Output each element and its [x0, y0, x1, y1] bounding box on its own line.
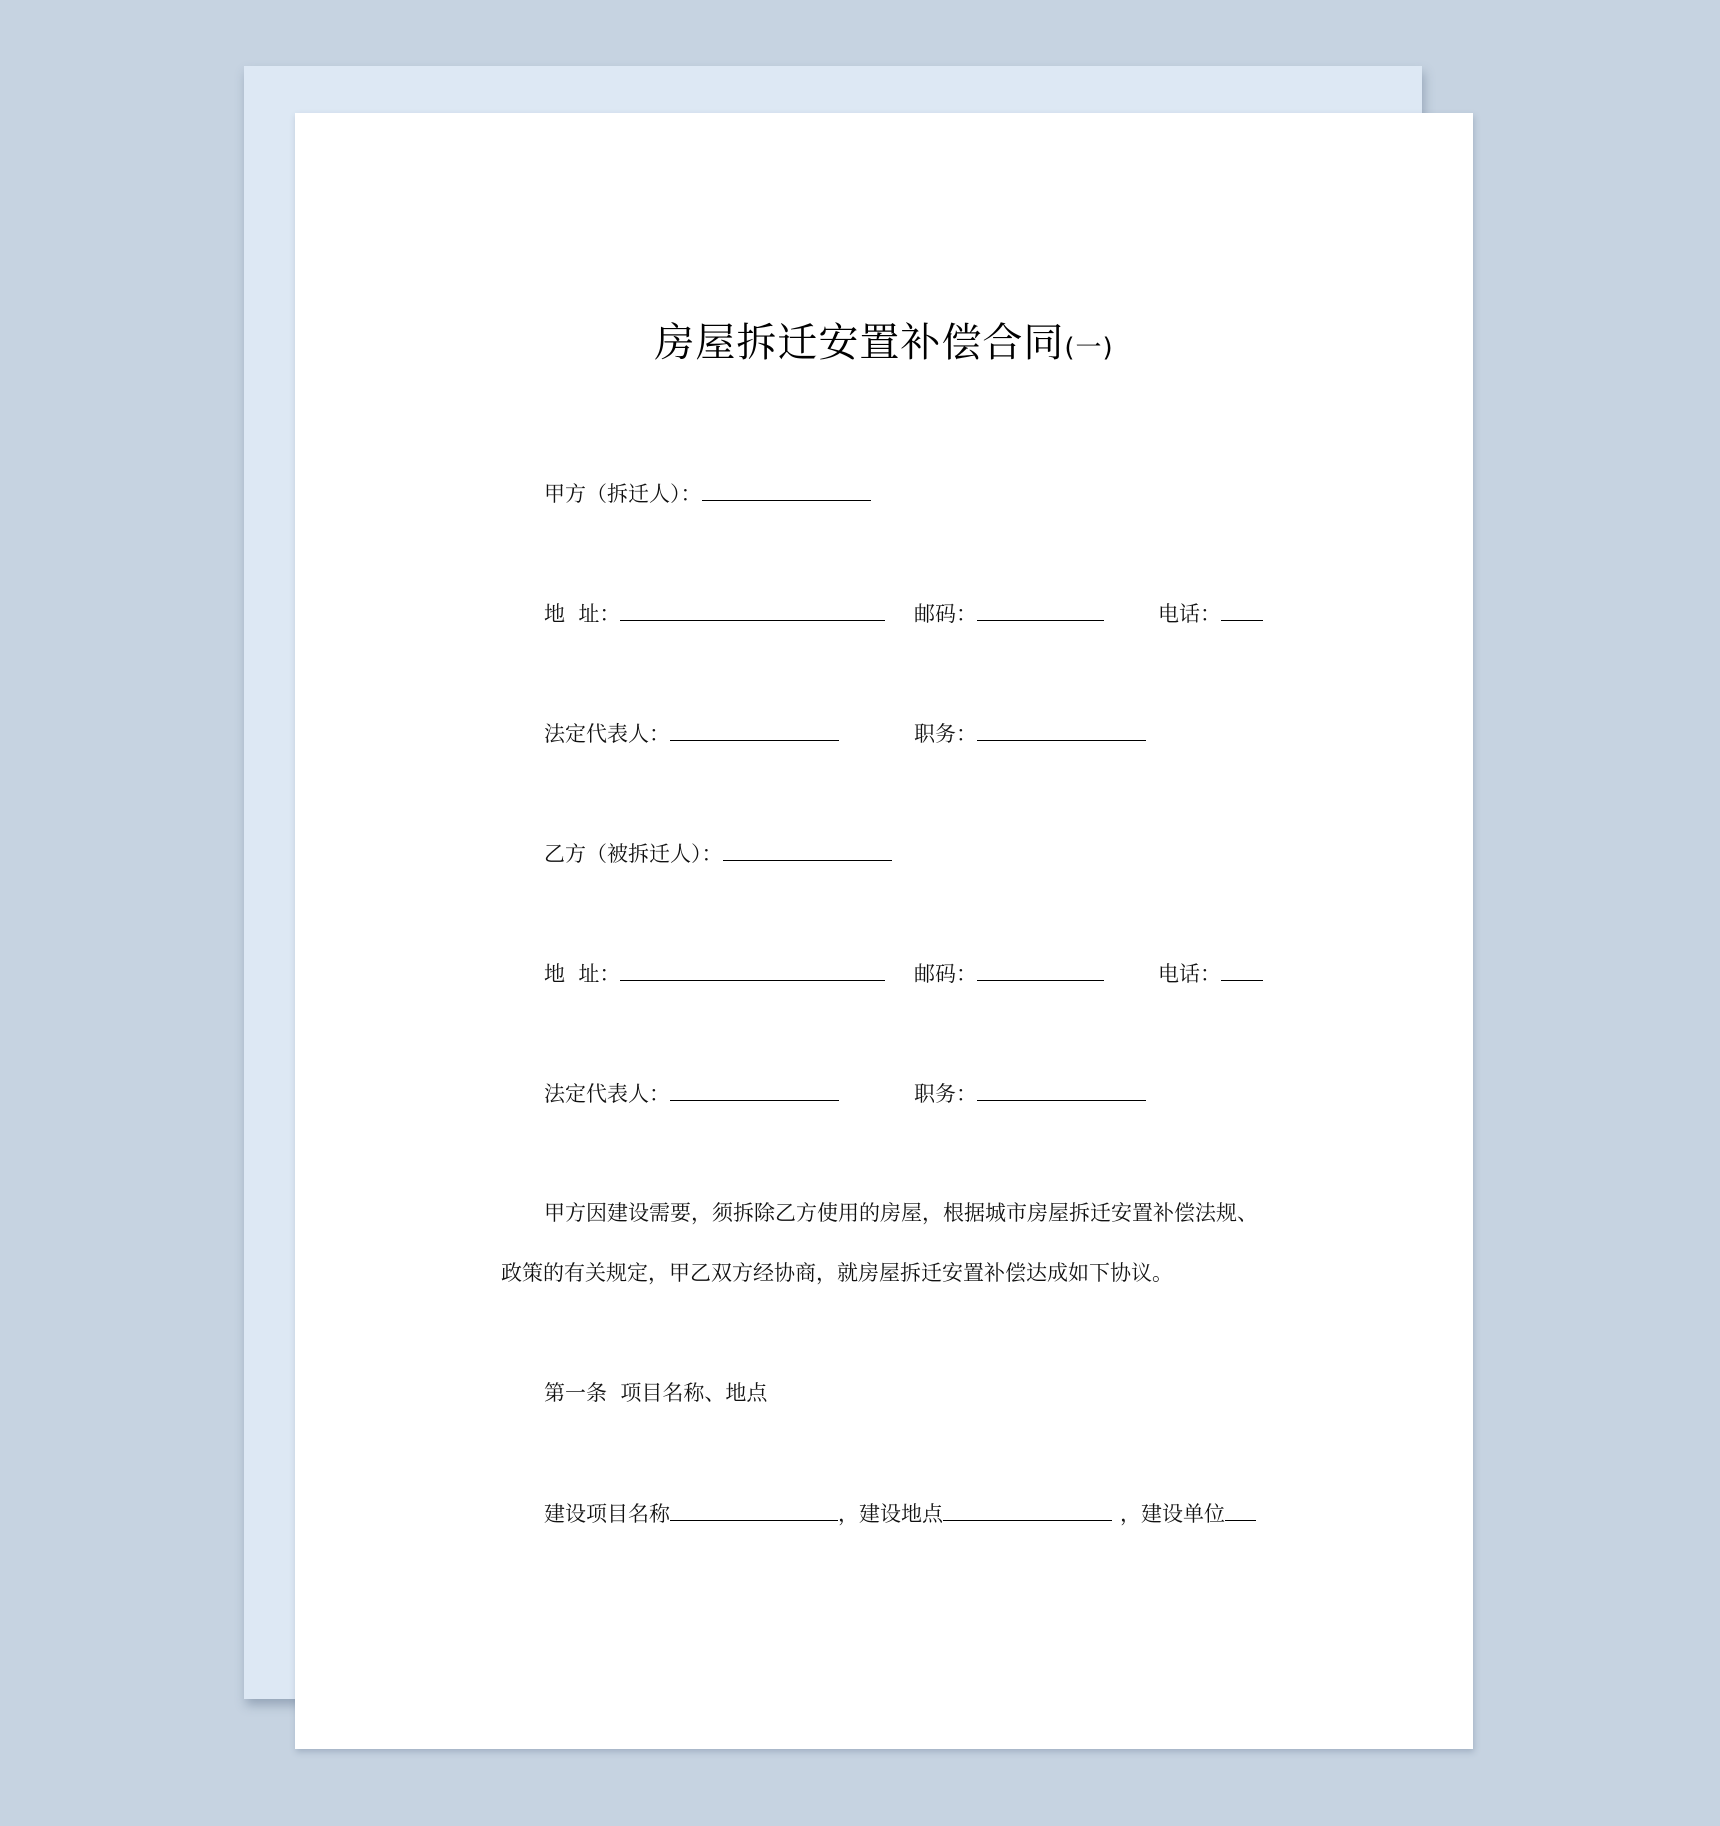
party-a-postcode-line	[914, 598, 1104, 629]
party-b-position-blank[interactable]	[977, 1078, 1146, 1101]
party-a-line	[544, 478, 871, 509]
party-b-line	[544, 838, 892, 869]
party-a-position-label: 职务：	[914, 722, 977, 746]
party-b-postcode-label: 邮码：	[914, 962, 977, 986]
party-b-phone-line	[1158, 958, 1263, 989]
party-a-address-blank[interactable]	[620, 598, 885, 621]
party-b-blank[interactable]	[723, 838, 892, 861]
party-b-address-blank[interactable]	[620, 958, 885, 981]
project-location-blank[interactable]	[943, 1498, 1112, 1521]
party-a-label: 甲方（拆迁人）：	[544, 482, 702, 506]
party-b-rep-blank[interactable]	[670, 1078, 839, 1101]
party-b-postcode-line	[914, 958, 1104, 989]
party-a-rep-label: 法定代表人：	[544, 722, 670, 746]
party-b-address-label: 地 址：	[544, 962, 621, 986]
party-a-postcode-blank[interactable]	[977, 598, 1104, 621]
project-location-label: ，建设地点	[838, 1502, 943, 1526]
party-b-address-line	[544, 958, 885, 989]
project-unit-label: ，建设单位	[1120, 1502, 1225, 1526]
party-a-blank[interactable]	[702, 478, 871, 501]
party-b-position-line	[914, 1078, 1146, 1109]
party-a-phone-line	[1158, 598, 1263, 629]
article-1-project-line	[544, 1498, 1256, 1529]
project-name-blank[interactable]	[670, 1498, 838, 1521]
party-b-label: 乙方（被拆迁人）：	[544, 842, 723, 866]
party-b-rep-line	[544, 1078, 839, 1109]
party-a-phone-blank[interactable]	[1221, 598, 1263, 621]
article-1-heading: 第一条 项目名称、地点	[544, 1381, 768, 1405]
title-main: 房屋拆迁安置补偿合同	[654, 320, 1065, 366]
party-a-rep-blank[interactable]	[670, 718, 839, 741]
party-b-phone-label: 电话：	[1158, 962, 1221, 986]
party-b-rep-label: 法定代表人：	[544, 1082, 670, 1106]
party-a-position-blank[interactable]	[977, 718, 1146, 741]
document-page	[295, 113, 1473, 1749]
party-a-phone-label: 电话：	[1158, 602, 1221, 626]
document-title	[295, 311, 1473, 368]
title-suffix: (一)	[1064, 333, 1114, 363]
party-b-postcode-blank[interactable]	[977, 958, 1104, 981]
party-b-position-label: 职务：	[914, 1082, 977, 1106]
intro-line-1: 甲方因建设需要，须拆除乙方使用的房屋，根据城市房屋拆迁安置补偿法规、	[544, 1201, 1258, 1225]
party-a-position-line	[914, 718, 1146, 749]
party-a-postcode-label: 邮码：	[914, 602, 977, 626]
party-a-address-line	[544, 598, 885, 629]
party-a-rep-line	[544, 718, 839, 749]
party-a-address-label: 地 址：	[544, 602, 621, 626]
party-b-phone-blank[interactable]	[1221, 958, 1263, 981]
project-unit-blank[interactable]	[1225, 1498, 1256, 1521]
intro-line-2: 政策的有关规定，甲乙双方经协商，就房屋拆迁安置补偿达成如下协议。	[501, 1261, 1173, 1285]
project-name-label: 建设项目名称	[544, 1502, 670, 1526]
